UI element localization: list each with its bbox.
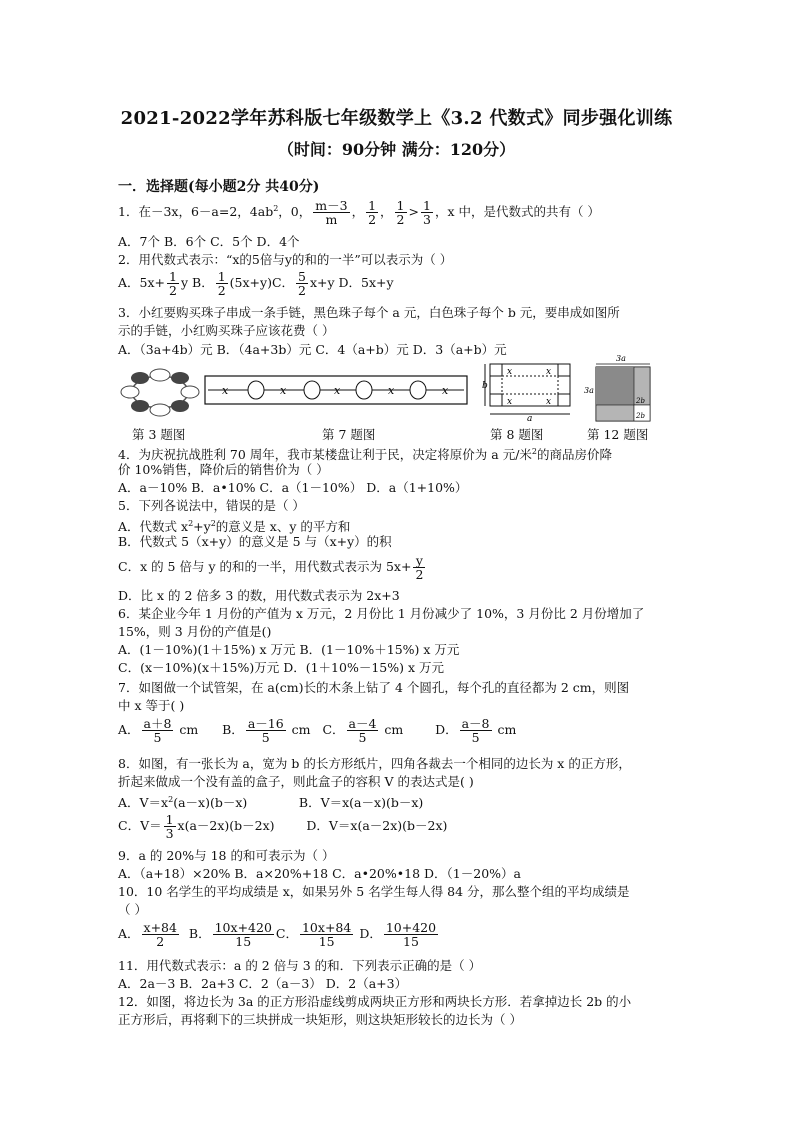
question-6-line-2: 15%，则 3 月份的产值是() <box>118 624 272 639</box>
svg-text:x: x <box>546 397 552 407</box>
svg-text:x: x <box>507 397 513 407</box>
label-3a: 3a <box>616 354 626 363</box>
question-4-line-2: 价 10%销售，降价后的销售价为（ ） <box>118 462 329 477</box>
question-2-options: A．5x+ $\frac{1}{2}$ y B． $\frac{1}{2}$ (5x+y)C． $\frac{5}{2}$ x+y D．5x+y <box>118 269 394 298</box>
question-7-options: A． $\frac{a+8}{5}$ cm B． $\frac{a-16}{5}$ cm C． $\frac{a-4}{5}$ cm D． $\frac{a-8}{5}$ cm <box>118 716 517 745</box>
fraction: $\frac{5}{2}$ <box>298 269 306 298</box>
figure-caption-7: 第 7 题图 <box>322 427 376 442</box>
question-8-options-cd: C．V＝ $\frac{1}{3}$ x(a－2x)(b－2x) D．V＝x(a－2x)(b－2x) <box>118 812 448 841</box>
fraction: $\frac{y}{2}$ <box>415 553 424 582</box>
label-3a: 3a <box>584 386 594 395</box>
fraction: $\frac{1}{2}$ <box>217 269 226 298</box>
label-x: x <box>388 384 395 397</box>
square-cut-figure <box>584 353 658 423</box>
question-4-line-1: 4．为庆祝抗战胜利 70 周年，我市某楼盘让利于民，决定将原价为 a 元/米$^2$的商品房价降 <box>118 447 613 463</box>
question-11-options: A．2a－3 B．2a+3 C．2（a－3） D．2（a+3） <box>118 976 408 991</box>
label-x: x <box>280 384 287 397</box>
fraction: $\frac{a-8}{5}$ <box>461 716 490 745</box>
question-9-options: A．（a+18）×20% B．a×20%+18 C．a•20%•18 D．（1－20%）a <box>118 866 521 881</box>
question-5: 5．下列各说法中，错误的是（ ） <box>118 498 305 513</box>
figure-caption-3: 第 3 题图 <box>132 427 186 442</box>
label-2b: 2b <box>636 397 645 405</box>
question-8-line-2: 折起来做成一个没有盖的盒子，则此盒子的容积 V 的表达式是( ) <box>118 774 474 789</box>
label-x: x <box>442 384 449 397</box>
label-x: x <box>222 384 229 397</box>
section-heading: 一．选择题(每小题2分 共40分) <box>118 179 320 195</box>
figure-caption-12: 第 12 题图 <box>587 427 649 442</box>
fraction: $\frac{1}{2}$ <box>396 198 405 227</box>
question-7-line-2: 中 x 等于( ) <box>118 698 185 713</box>
question-11: 11．用代数式表示：a 的 2 倍与 3 的和．下列表示正确的是（ ） <box>118 958 482 973</box>
label-b: b <box>482 381 488 391</box>
question-6-options-cd: C．(x－10%)(x＋15%)万元 D．(1＋10%－15%) x 万元 <box>118 660 445 675</box>
question-5-option-a: A．代数式 $x^2+y^2$的意义是 x、y 的平方和 <box>118 519 351 535</box>
question-2: 2．用代数式表示：“x的5倍与y的和的一半”可以表示为（ ） <box>118 252 453 267</box>
box-net-figure <box>482 358 574 422</box>
question-1-options: A．7个 B．6个 C．5个 D．4个 <box>118 234 300 249</box>
question-8-line-1: 8．如图，有一张长为 a，宽为 b 的长方形纸片，四角各裁去一个相同的边长为 x 的正方形， <box>118 756 631 771</box>
fraction: $\frac{m-3}{m}$ <box>315 198 348 227</box>
svg-text:x: x <box>546 367 552 377</box>
question-10-line-2: （ ） <box>118 902 147 917</box>
fraction: $\frac{x+84}{2}$ <box>143 920 177 949</box>
question-1: 1．在－3x，6－a=2，$4ab^2$，0， $\frac{m-3}{m}$ ， $\frac{1}{2}$ ， $\frac{1}{2}$ > $\frac{1}{3}$ ，x 中，是代数式的共有（ ） <box>118 198 600 227</box>
question-5-option-b: B．代数式 5（x+y）的意义是 5 与（x+y）的积 <box>118 534 392 549</box>
question-3-line-1: 3．小红要购买珠子串成一条手链，黑色珠子每个 a 元，白色珠子每个 b 元，要串成如图所 <box>118 305 620 320</box>
label-a: a <box>527 414 533 422</box>
bracelet-figure <box>118 364 202 420</box>
question-3-line-2: 示的手链，小红购买珠子应该花费（ ） <box>118 323 335 338</box>
fraction: $\frac{10x+84}{15}$ <box>301 920 352 949</box>
question-10-line-1: 10．10 名学生的平均成绩是 x，如果另外 5 名学生每人得 84 分，那么整个组的平均成绩是 <box>118 884 630 899</box>
question-3-options: A．（3a+4b）元 B．（4a+3b）元 C．4（a+b）元 D．3（a+b）元 <box>118 342 507 357</box>
fraction: $\frac{10x+420}{15}$ <box>214 920 272 949</box>
question-12-line-2: 正方形后，再将剩下的三块拼成一块矩形，则这块矩形较长的边长为（ ） <box>118 1012 522 1027</box>
question-10-options: A． $\frac{x+84}{2}$ B． $\frac{10x+420}{15}$ C． $\frac{10x+84}{15}$ D． $\frac{10+420}{15}$ <box>118 920 437 949</box>
svg-text:x: x <box>507 367 513 377</box>
question-4-options: A．a－10% B．a•10% C．a（1－10%） D．a（1+10%） <box>118 480 468 495</box>
page-title: 2021-2022学年苏科版七年级数学上《3.2 代数式》同步强化训练 <box>120 108 673 129</box>
question-12-line-1: 12．如图，将边长为 3a 的正方形沿虚线剪成两块正方形和两块长方形．若拿掉边长 2b 的小 <box>118 994 632 1009</box>
page-subtitle: （时间：90分钟 满分：120分） <box>277 140 516 159</box>
fraction: $\frac{a-16}{5}$ <box>247 716 284 745</box>
question-9: 9．a 的 20%与 18 的和可表示为（ ） <box>118 848 335 863</box>
label-x: x <box>334 384 341 397</box>
fraction: $\frac{a+8}{5}$ <box>143 716 172 745</box>
fraction: $\frac{1}{3}$ <box>165 812 174 841</box>
figure-caption-8: 第 8 题图 <box>490 427 544 442</box>
fraction: $\frac{a-4}{5}$ <box>348 716 377 745</box>
question-8-options-ab: A．$V=x^2(a-x)(b-x)$ B．V＝x(a－x)(b－x) <box>118 795 424 811</box>
question-5-option-d: D．比 x 的 2 倍多 3 的数，用代数式表示为 2x+3 <box>118 588 400 603</box>
fraction: $\frac{1}{2}$ <box>169 269 177 298</box>
question-7-line-1: 7．如图做一个试管架，在 a(cm)长的木条上钻了 4 个圆孔，每个孔的直径都为 2 cm，则图 <box>118 680 630 695</box>
question-6-line-1: 6．某企业今年 1 月份的产值为 x 万元，2 月份比 1 月份减少了 10%，3 月份比 2 月份增加了 <box>118 606 645 621</box>
question-6-options-ab: A．(1－10%)(1＋15%) x 万元 B．(1－10%＋15%) x 万元 <box>118 642 460 657</box>
question-5-option-c: C．x 的 5 倍与 y 的和的一半，用代数式表示为 5x+ $\frac{y}{2}$ <box>118 553 424 582</box>
test-tube-rack-figure <box>204 373 468 407</box>
fraction: $\frac{1}{3}$ <box>422 198 431 227</box>
fraction: $\frac{1}{2}$ <box>368 198 377 227</box>
label-2b: 2b <box>636 412 645 420</box>
fraction: $\frac{10+420}{15}$ <box>385 920 437 949</box>
